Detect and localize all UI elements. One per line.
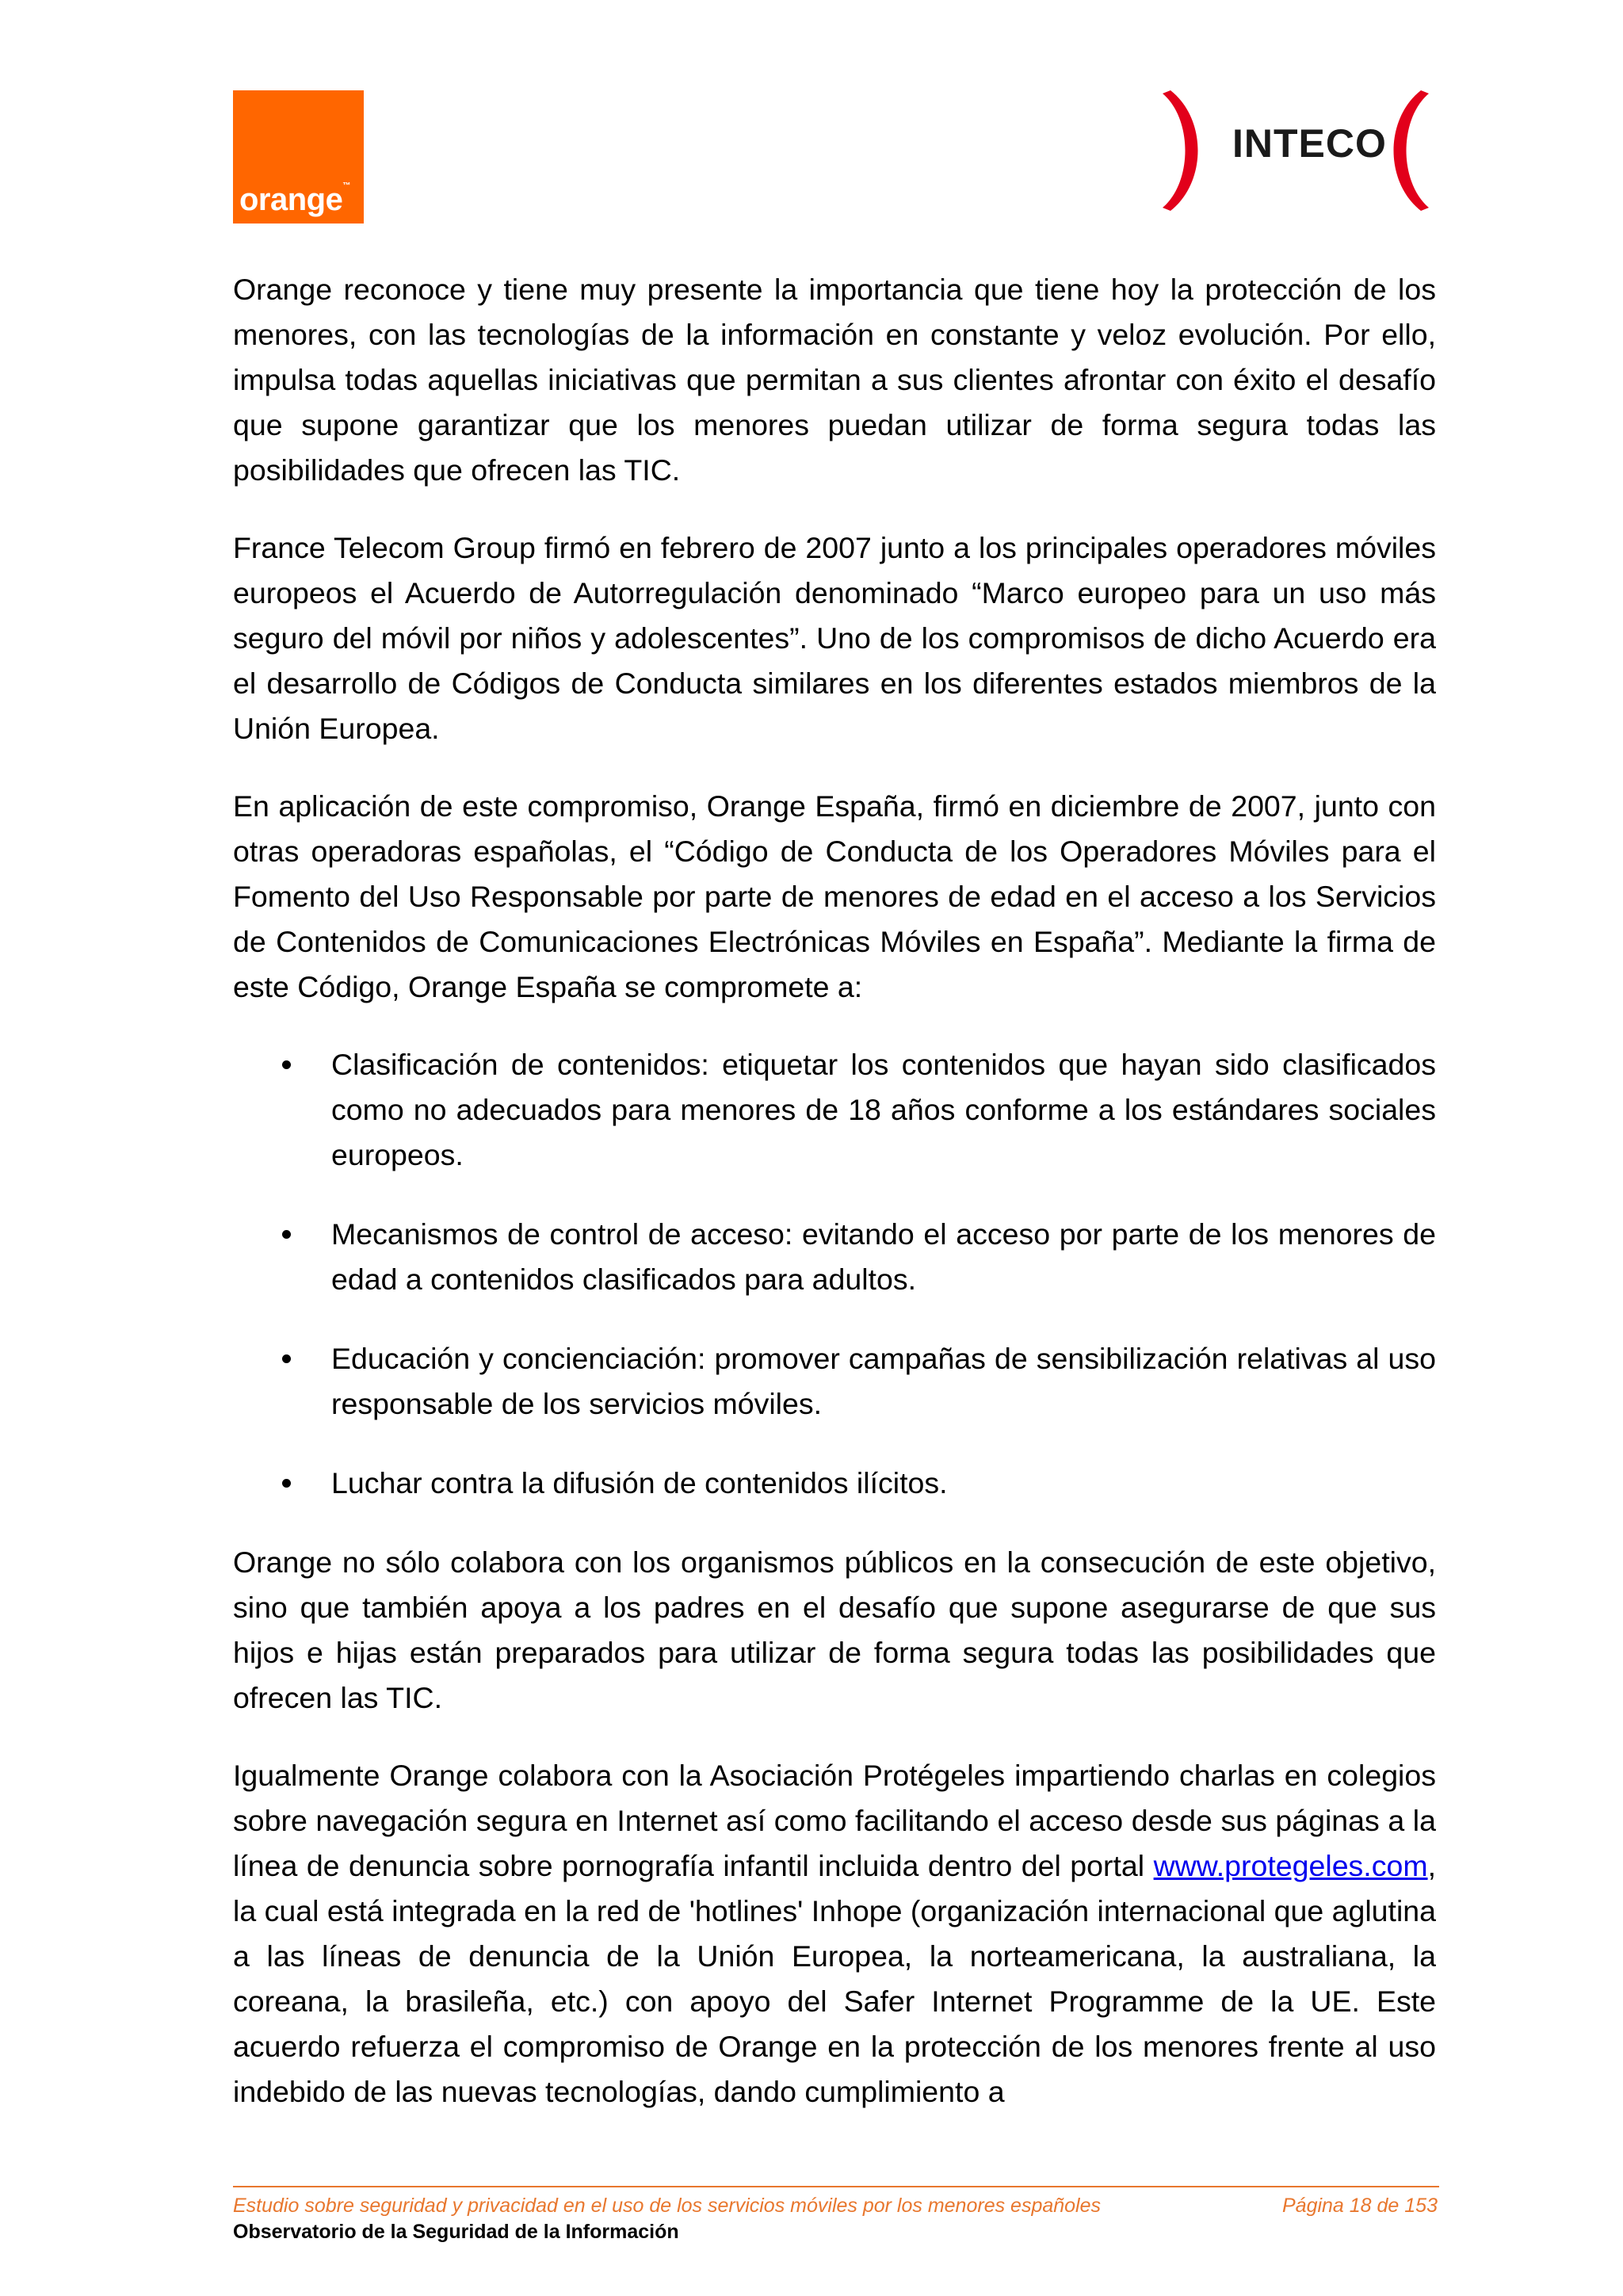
list-item: Mecanismos de control de acceso: evitando el acceso por parte de los menores de edad a contenidos clasificados para adultos. [233, 1212, 1436, 1302]
footer-organization: Observatorio de la Seguridad de la Información [233, 2221, 679, 2243]
orange-logo-wordmark: orange™ [239, 181, 350, 217]
protegeles-link[interactable]: www.protegeles.com [1153, 1849, 1428, 1882]
list-item: Luchar contra la difusión de contenidos ilícitos. [233, 1461, 1436, 1506]
document-body [233, 267, 1436, 2147]
paragraph-5: Igualmente Orange colabora con la Asociación Protégeles impartiendo charlas en colegios sobre navegación segura en Internet así como facilitando el acceso desde sus páginas a la línea de denuncia sobre pornografía infantil incluida dentro del portal www.protegeles.com, la cual está integrada en la red de 'hotlines' Inhope (organización internacional que aglutina a las líneas de denuncia de la Unión Europea, la norteamericana, la australiana, la coreana, la brasileña, etc.) con apoyo del Safer Internet Programme de la UE. Este acuerdo refuerza el compromiso de Orange en la protección de los menores frente al uso indebido de las nuevas tecnologías, dando cumplimiento a [233, 1759, 1436, 2108]
footer-divider [233, 2186, 1439, 2187]
paragraph-4: Orange no sólo colabora con los organismos públicos en la consecución de este objetivo, sino que también apoya a los padres en el desafío que supone asegurarse de que sus hijos e hijas están preparados para utilizar de forma segura todas las posibilidades que ofrecen las TIC. [233, 1545, 1436, 1714]
bullet-icon [282, 1060, 291, 1069]
footer-page-number: Página 18 de 153 [1281, 2195, 1438, 2217]
commitments-list [233, 1042, 1436, 1506]
inteco-logo [1153, 87, 1438, 214]
paragraph-3: En aplicación de este compromiso, Orange España, firmó en diciembre de 2007, junto con otras operadoras españolas, el “Código de Conducta de los Operadores Móviles para el Fomento del Uso Responsable por parte de menores de edad en el acceso a los Servicios de Contenidos de Comunicaciones Electrónicas Móviles en España”. Mediante la firma de este Código, Orange España se compromete a: [233, 789, 1436, 1003]
bullet-icon [282, 1479, 291, 1488]
bullet-icon [282, 1354, 291, 1363]
inteco-logo-wordmark: INTECO [1232, 121, 1387, 166]
paragraph-2: France Telecom Group firmó en febrero de 2007 junto a los principales operadores móviles europeos el Acuerdo de Autorregulación denominado “Marco europeo para un uso más seguro del móvil por niños y adolescentes”. Uno de los compromisos de dicho Acuerdo era el desarrollo de Códigos de Conducta similares en los diferentes estados miembros de la Unión Europea. [233, 531, 1436, 745]
bullet-icon [282, 1230, 291, 1239]
orange-logo [233, 90, 364, 223]
footer-study-title: Estudio sobre seguridad y privacidad en el uso de los servicios móviles por los menores españoles [233, 2195, 1102, 2217]
paragraph-1: Orange reconoce y tiene muy presente la importancia que tiene hoy la protección de los menores, con las tecnologías de la información en constante y veloz evolución. Por ello, impulsa todas aquellas iniciativas que permitan a sus clientes afrontar con éxito el desafío que supone garantizar que los menores puedan utilizar de forma segura todas las posibilidades que ofrecen las TIC. [233, 273, 1436, 487]
list-item: Educación y concienciación: promover campañas de sensibilización relativas al uso responsable de los servicios móviles. [233, 1336, 1436, 1427]
list-item: Clasificación de contenidos: etiquetar los contenidos que hayan sido clasificados como no adecuados para menores de 18 años conforme a los estándares sociales europeos. [233, 1042, 1436, 1178]
